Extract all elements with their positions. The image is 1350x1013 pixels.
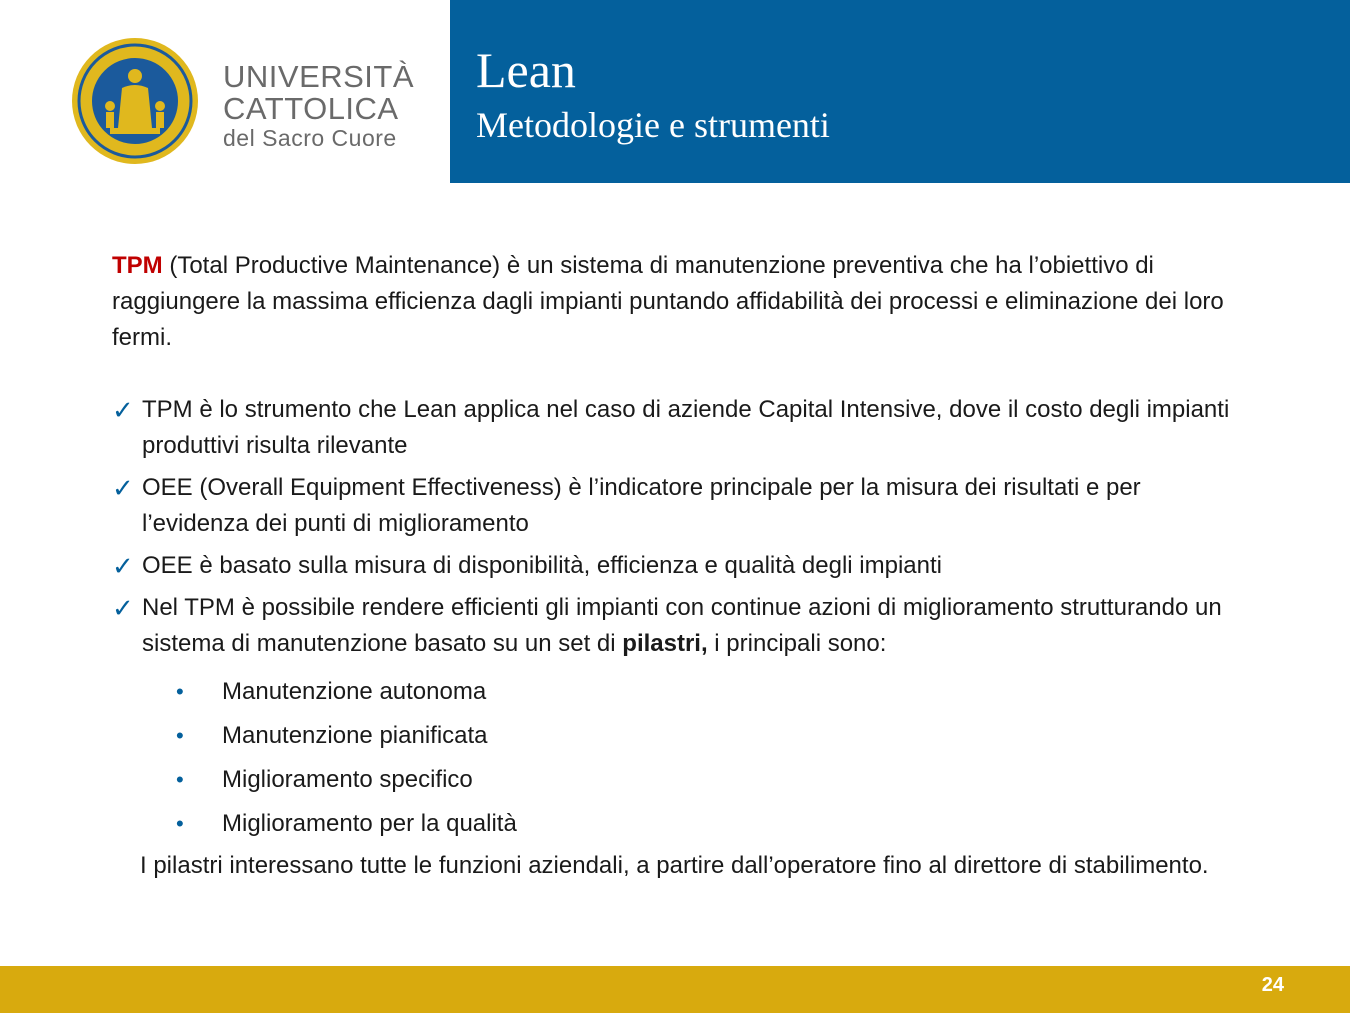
checkmark-icon: ✓ — [112, 473, 134, 503]
pillar-label: Manutenzione pianificata — [222, 722, 488, 749]
logo-text-line3: del Sacro Cuore — [223, 125, 397, 151]
intro-keyword: TPM — [112, 252, 163, 279]
checkmark-icon: ✓ — [112, 551, 134, 581]
closing-paragraph: I pilastri interessano tutte le funzioni aziendali, a partire dall’operatore fino al direttore di stabilimento. — [140, 852, 1209, 879]
pillar-label: Miglioramento per la qualità — [222, 810, 517, 837]
footer-band — [0, 966, 1350, 1013]
bullet-icon: • — [176, 767, 184, 792]
university-logo — [70, 36, 415, 172]
pillars-list — [176, 674, 517, 850]
checkmark-icon: ✓ — [112, 395, 134, 425]
page-number: 24 — [1261, 974, 1284, 996]
checklist-item — [112, 590, 1252, 662]
intro-paragraph — [112, 248, 1232, 356]
checklist-item-text: TPM è lo strumento che Lean applica nel caso di aziende Capital Intensive, dove il costo degli impianti produttivi risulta rilevante — [142, 396, 1230, 459]
checklist-item-text: OEE è basato sulla misura di disponibilità, efficienza e qualità degli impianti — [142, 552, 943, 579]
checklist-item-text: Nel TPM è possibile rendere efficienti gli impianti con continue azioni di miglioramento strutturando un sistema di manutenzione basato su un set di — [142, 594, 1222, 657]
checklist-item — [112, 392, 1252, 464]
pillar-item — [176, 806, 517, 850]
slide-title: Lean — [476, 42, 576, 98]
title-band — [450, 0, 1350, 183]
checklist-item-text-end: i principali sono: — [707, 630, 887, 657]
pillar-item — [176, 718, 517, 762]
pillar-item — [176, 762, 517, 806]
intro-text: (Total Productive Maintenance) è un sistema di manutenzione preventiva che ha l’obiettivo di raggiungere la massima efficienza dagli impianti puntando affidabilità dei processi e eliminazione dei loro fermi. — [112, 252, 1224, 351]
pillar-label: Manutenzione autonoma — [222, 678, 487, 705]
checklist-item — [112, 470, 1252, 542]
checklist-item-bold: pilastri, — [622, 630, 708, 657]
university-seal-icon — [70, 36, 200, 166]
logo-text-line2: CATTOLICA — [223, 91, 399, 126]
pillar-label: Miglioramento specifico — [222, 766, 473, 793]
checkmark-icon: ✓ — [112, 593, 134, 623]
pillar-item — [176, 674, 517, 718]
checklist-item — [112, 548, 1252, 584]
bullet-icon: • — [176, 679, 184, 704]
bullet-icon: • — [176, 723, 184, 748]
bullet-icon: • — [176, 811, 184, 836]
logo-text-line1: UNIVERSITÀ — [223, 59, 415, 94]
slide-subtitle: Metodologie e strumenti — [476, 105, 830, 145]
checklist — [112, 392, 1252, 668]
checklist-item-text: OEE (Overall Equipment Effectiveness) è l’indicatore principale per la misura dei risultati e per l’evidenza dei punti di miglioramento — [142, 474, 1141, 537]
